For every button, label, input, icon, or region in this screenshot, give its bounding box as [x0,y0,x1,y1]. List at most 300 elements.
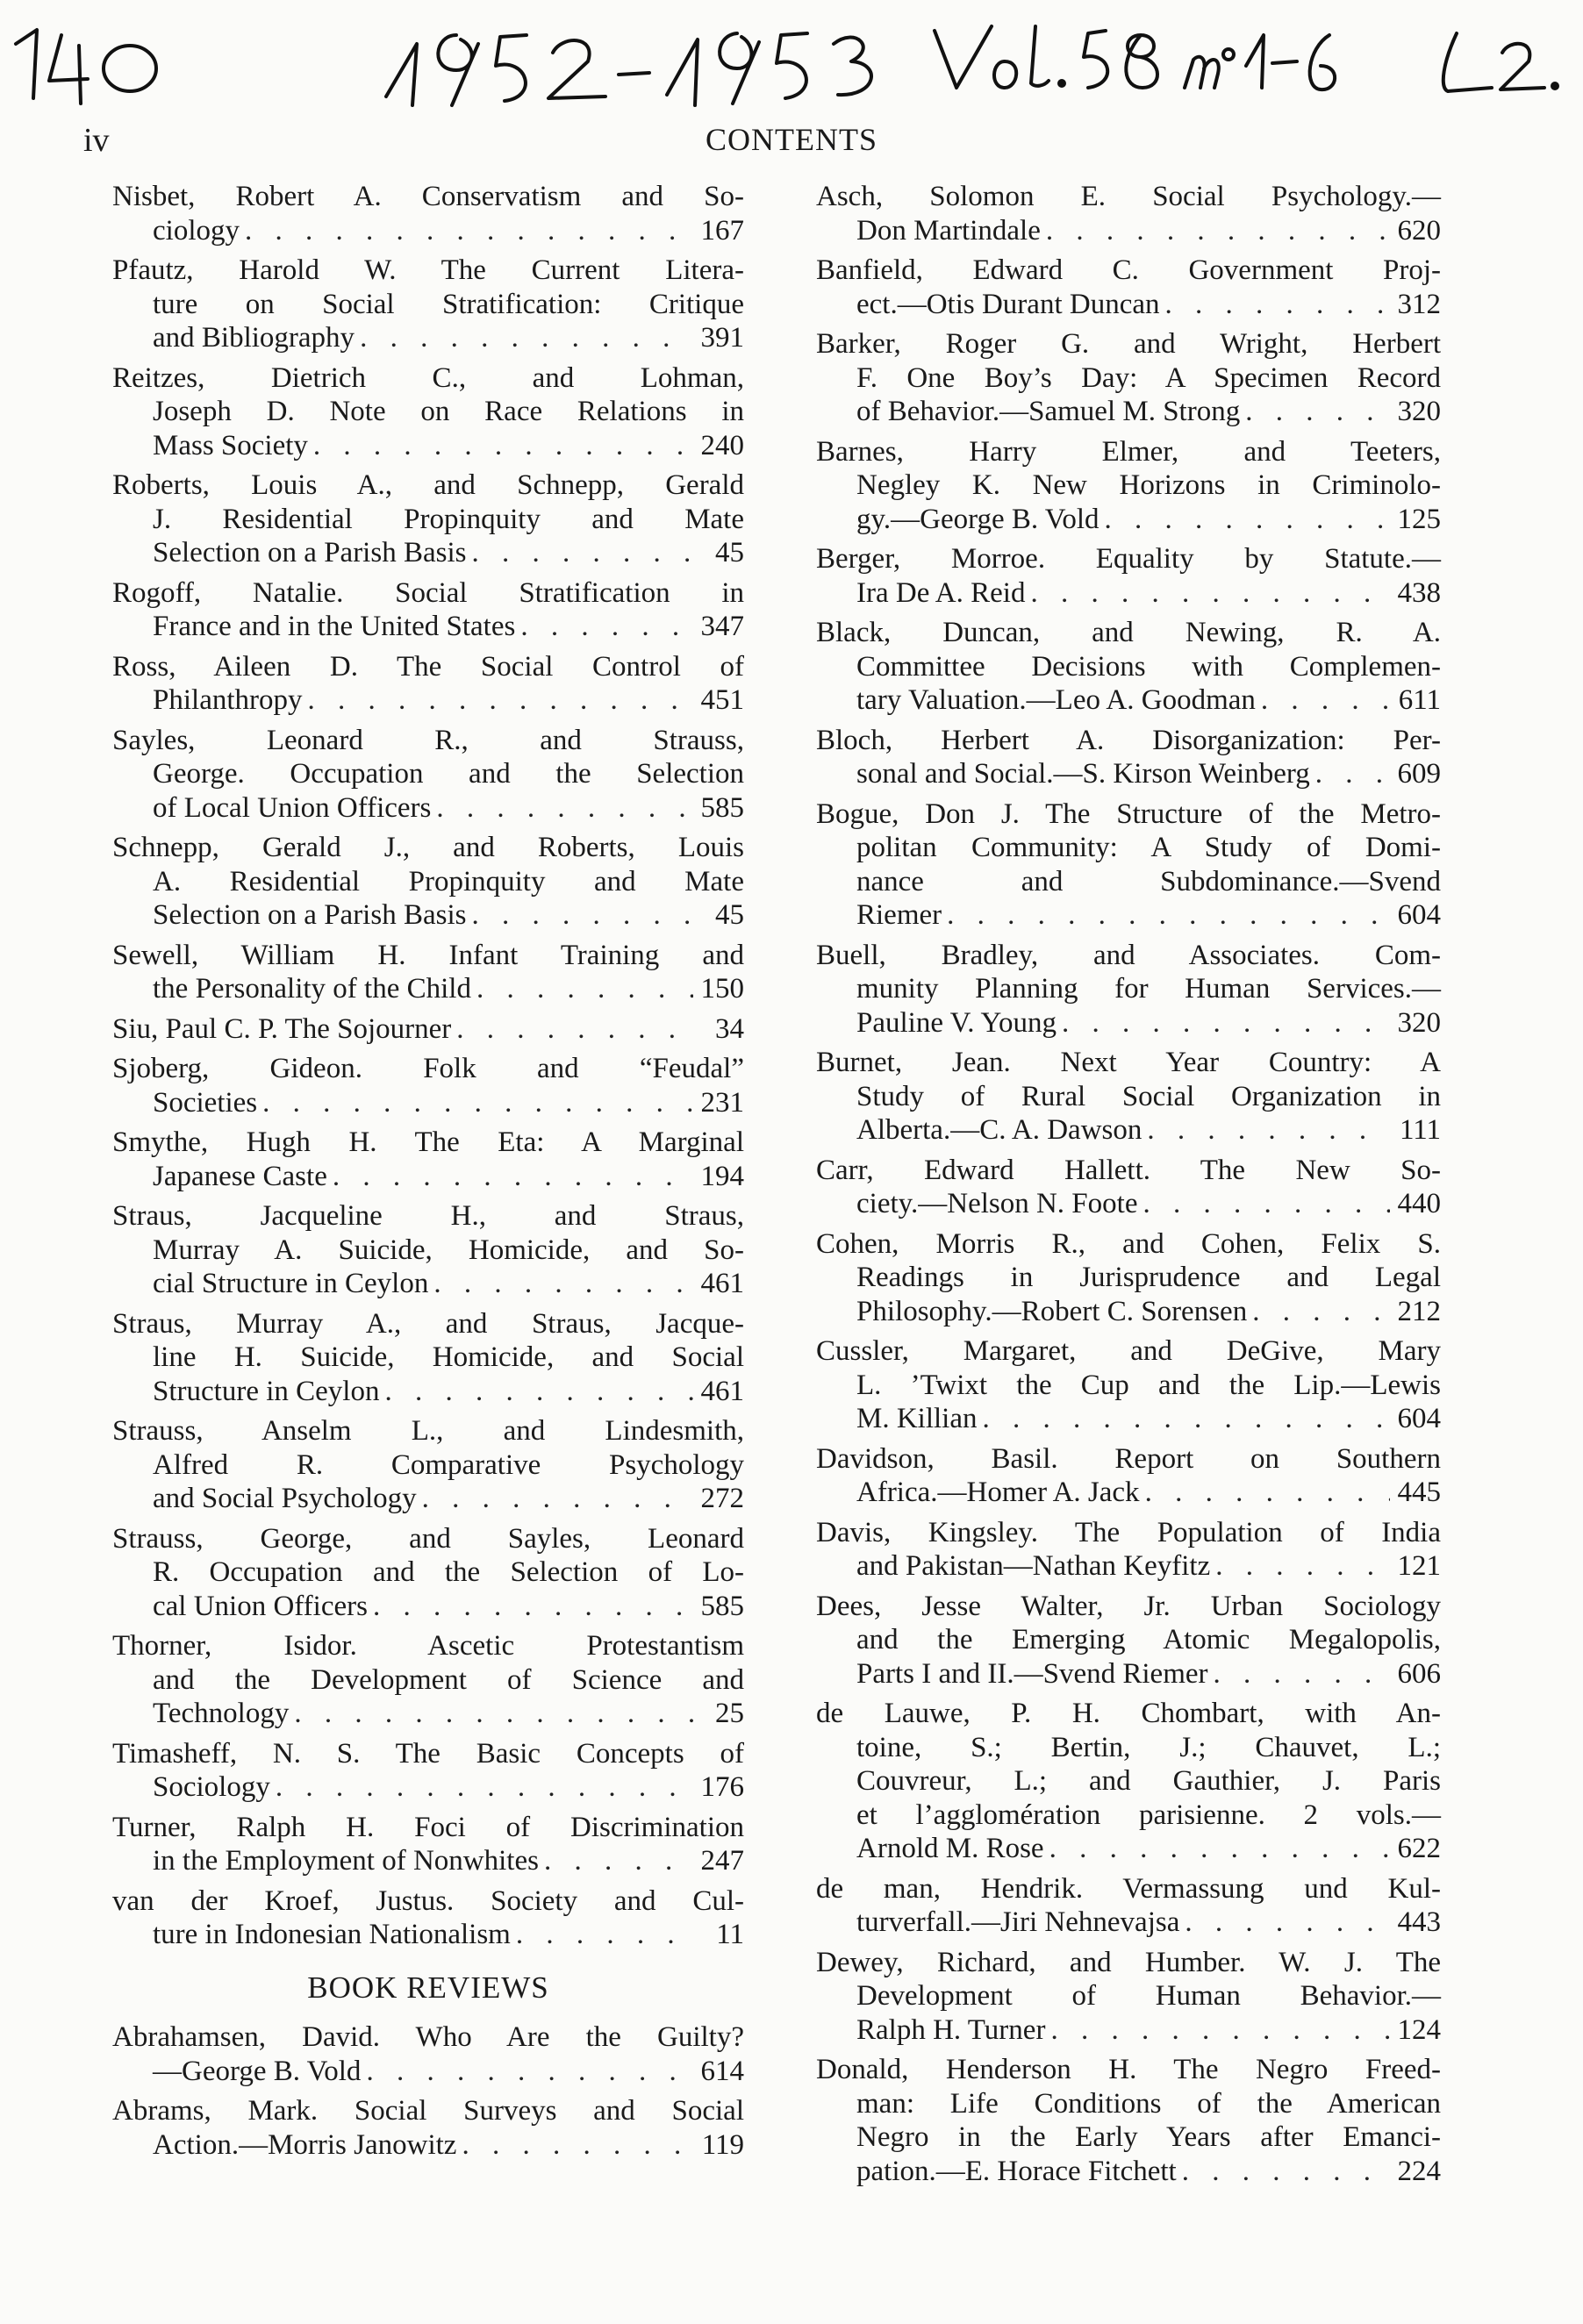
toc-entry-line [112,468,744,503]
toc-entry-text: Siu, Paul C. P. The Sojourner [112,1012,452,1045]
dot-leader [308,683,694,718]
toc-entry [816,616,1441,718]
toc-entry-line [112,1012,744,1047]
toc-entry-text: Murray A. Suicide, Homicide, and So- [153,1234,744,1266]
dot-leader [1046,214,1390,248]
toc-entry-text: Societies [153,1086,258,1119]
toc-entry-text: Japanese Caste [153,1160,327,1192]
toc-entry-text: and the Development of Science and [153,1663,744,1696]
dot-leader [1182,2155,1390,2189]
toc-entry-page: 167 [700,214,744,247]
dot-leader [462,2128,693,2163]
toc-entry-line [816,1006,1441,1040]
toc-entry-page: 34 [715,1012,744,1045]
toc-entry-text: Structure in Ceylon [153,1375,380,1407]
toc-entry-page: 224 [1397,2155,1441,2187]
toc-entry-line [112,1267,744,1301]
toc-entry [112,180,744,247]
toc-entry-text: Pauline V. Young [856,1006,1057,1039]
dot-leader [1049,1832,1390,1866]
toc-entry-text: Rogoff, Natalie. Social Stratification in [112,576,744,609]
toc-entry-text: Don Martindale [856,214,1041,247]
toc-entry-text: France and in the United States [153,611,516,642]
toc-entry-text: M. Killian [856,1403,978,1434]
toc-entry-text: politan Community: A Study of Domi- [856,832,1441,863]
toc-entry-page: 438 [1397,576,1441,609]
toc-entry-page: 11 [716,1919,744,1950]
toc-entry-line [112,1199,744,1234]
toc-entry-text: Alfred R. Comparative Psychology [153,1448,744,1481]
toc-entry [112,1414,744,1516]
toc-entry [112,468,744,570]
toc-entry-line [816,1334,1441,1369]
toc-entry-line [112,683,744,718]
toc-entry-text: —George B. Vold [153,2055,362,2087]
toc-entry-line [112,1375,744,1409]
toc-entry-line [816,214,1441,248]
toc-entry-line [816,1227,1441,1262]
toc-entry [112,1811,744,1878]
toc-entry-text: sonal and Social.—S. Kirson Weinberg [856,758,1310,790]
toc-entry-line [816,1046,1441,1080]
toc-entry-text: Couvreur, L.; and Gauthier, J. Paris [856,1765,1441,1797]
toc-entry-line [112,395,744,429]
toc-entry-line [112,2055,744,2089]
toc-entry-page: 443 [1397,1906,1441,1938]
toc-entry-text: de Lauwe, P. H. Chombart, with An- [816,1698,1441,1729]
toc-entry-line [112,2094,744,2128]
toc-entry-text: Abrams, Mark. Social Surveys and Social [112,2095,744,2127]
dot-leader [471,536,693,570]
toc-entry-line [816,1549,1441,1584]
toc-entry-line [112,650,744,684]
toc-entry-line [816,1516,1441,1550]
toc-entry-line [112,1629,744,1663]
toc-entry-line [112,2020,744,2055]
toc-entry-line [816,1590,1441,1624]
toc-entry-line [816,1476,1441,1510]
toc-entry-text: A. Residential Propinquity and Mate [153,865,744,897]
toc-entry [816,180,1441,247]
toc-entry-text: de man, Hendrik. Vermassung und Kul- [816,1872,1441,1905]
dot-leader [1030,576,1390,611]
toc-entry-line [816,616,1441,650]
dot-leader [1315,757,1390,791]
dot-leader [436,791,693,826]
dot-leader [366,2055,693,2089]
toc-entry-page: 240 [700,429,744,461]
toc-entry [816,724,1441,791]
toc-entry-text: the Personality of the Child [153,973,471,1005]
toc-entry-text: cal Union Officers [153,1590,368,1622]
toc-entry [112,1126,744,1193]
toc-entry-line [112,757,744,791]
toc-entry-text: Sociology [153,1771,270,1803]
toc-entry-text: Thorner, Isidor. Ascetic Protestantism [112,1630,744,1662]
dot-leader [1165,288,1391,322]
toc-entry-text: et l’agglomération parisienne. 2 vols.— [856,1798,1441,1831]
toc-entry-text: Cohen, Morris R., and Cohen, Felix S. [816,1227,1441,1260]
dot-leader [947,898,1390,933]
toc-entry [816,1046,1441,1148]
toc-entry-page: 320 [1397,1006,1441,1039]
toc-entry-line [816,288,1441,322]
toc-entry-text: Selection on a Parish Basis [153,899,467,931]
dot-leader [384,1375,693,1409]
toc-entry-text: Philosophy.—Robert C. Sorensen [856,1295,1248,1327]
toc-entry-line [112,361,744,396]
toc-entry [112,361,744,463]
toc-entry-page: 461 [700,1268,744,1299]
toc-entry-line [816,1764,1441,1798]
toc-entry-line [816,1946,1441,1980]
toc-entry [112,831,744,933]
toc-entry-text: L. ’Twixt the Cup and the Lip.—Lewis [856,1369,1441,1401]
toc-entry [816,435,1441,537]
toc-entry-text: Negro in the Early Years after Emanci- [856,2121,1441,2153]
toc-entry-text: Burnet, Jean. Next Year Country: A [816,1047,1441,1078]
toc-entry-line [816,180,1441,214]
dot-leader [276,1770,693,1805]
articles-list [112,180,744,1952]
dot-leader [1145,1476,1390,1510]
toc-entry-text: Technology [153,1698,290,1729]
toc-entry-line [112,1555,744,1590]
toc-entry-text: Ross, Aileen D. The Social Control of [112,650,744,683]
toc-entry-line [816,1442,1441,1477]
toc-entry-text: ture on Social Stratification: Critique [153,288,744,320]
dot-leader [373,1590,693,1624]
toc-entry-text: Straus, Jacqueline H., and Straus, [112,1200,744,1232]
toc-entry-text: Reitzes, Dietrich C., and Lohman, [112,361,744,394]
toc-entry-text: Abrahamsen, David. Who Are the Guilty? [112,2021,744,2053]
toc-entry-page: 25 [715,1698,744,1729]
toc-entry-text: Timasheff, N. S. The Basic Concepts of [112,1737,744,1770]
toc-entry-line [816,797,1441,832]
toc-entry-text: Donald, Henderson H. The Negro Freed- [816,2054,1441,2085]
toc-entry [112,2094,744,2162]
toc-entry [816,1872,1441,1940]
toc-entry-text: Development of Human Behavior.— [856,1980,1441,2012]
toc-entry-text: Joseph D. Note on Race Relations in [153,396,744,427]
toc-entry-text: line H. Suicide, Homicide, and Social [153,1341,744,1373]
left-column [112,180,744,2168]
toc-entry [816,1590,1441,1691]
toc-entry-page: 585 [700,1590,744,1622]
toc-entry [112,1199,744,1301]
toc-entry [816,1227,1441,1329]
toc-entry-text: Berger, Morroe. Equality by Statute.— [816,543,1441,575]
toc-entry-line [816,1261,1441,1295]
toc-entry-line [816,865,1441,899]
toc-entry-line [816,1798,1441,1833]
toc-entry-page: 461 [700,1375,744,1407]
toc-entry-line [112,288,744,322]
toc-entry-text: of Local Union Officers [153,791,432,824]
dot-leader [1261,683,1390,718]
toc-entry-text: nance and Subdominance.—Svend [856,865,1441,897]
toc-entry [816,1154,1441,1221]
dot-leader [476,972,693,1006]
toc-entry-text: Straus, Murray A., and Straus, Jacque- [112,1307,744,1340]
toc-entry-page: 391 [700,322,744,354]
toc-entry-text: Negley K. New Horizons in Criminolo- [856,469,1441,501]
toc-entry-line [112,1737,744,1771]
toc-entry-text: Dees, Jesse Walter, Jr. Urban Sociology [816,1590,1441,1622]
toc-entry-text: Mass Society [153,429,308,461]
toc-entry-line [112,536,744,570]
toc-entry [816,2053,1441,2188]
toc-entry [112,1052,744,1119]
toc-entry-page: 585 [700,791,744,824]
toc-entry-text: Alberta.—C. A. Dawson [856,1114,1142,1146]
toc-entry-line [112,1918,744,1952]
toc-entry-page: 119 [701,2128,744,2161]
dot-leader [313,429,693,463]
toc-entry-text: Carr, Edward Hallett. The New So- [816,1154,1441,1186]
toc-entry-line [816,2053,1441,2087]
toc-entry-page: 247 [700,1845,744,1877]
toc-entry-line [112,1160,744,1194]
toc-entry-text: ture in Indonesian Nationalism [153,1919,511,1950]
toc-entry-text: Sewell, William H. Infant Training and [112,939,744,971]
toc-entry-line [112,1052,744,1086]
toc-entry-line [816,650,1441,684]
toc-entry-line [112,1522,744,1556]
toc-entry-line [816,1113,1441,1148]
toc-entry-line [112,2128,744,2163]
toc-entry-text: ciety.—Nelson N. Foote [856,1188,1138,1219]
toc-entry-line [112,939,744,973]
toc-entry-text: Dewey, Richard, and Humber. W. J. The [816,1946,1441,1978]
toc-entry-line [816,1731,1441,1765]
toc-entry-line [112,1234,744,1268]
toc-entry [112,1307,744,1409]
toc-entry-text: Action.—Morris Janowitz [153,2128,457,2161]
toc-entry-line [112,1884,744,1919]
toc-entry-line [816,1623,1441,1657]
toc-entry-line [112,503,744,537]
toc-entry [816,1946,1441,2048]
toc-entry-line [816,1832,1441,1866]
toc-entry-line [112,214,744,248]
toc-entry-line [112,972,744,1006]
toc-entry-line [112,831,744,865]
toc-entry-page: 45 [715,899,744,931]
toc-entry-line [112,1590,744,1624]
toc-entry [816,1697,1441,1866]
right-column [816,180,1441,2194]
book-reviews-list-right [816,180,1441,2188]
toc-entry-text: F. One Boy’s Day: A Specimen Record [856,361,1441,394]
dot-leader [333,1160,693,1194]
toc-entry-line [816,576,1441,611]
toc-entry-text: Cussler, Margaret, and DeGive, Mary [816,1335,1441,1367]
toc-entry-line [112,1086,744,1120]
toc-entry-page: 440 [1397,1188,1441,1219]
toc-entry-line [112,429,744,463]
dot-leader [1105,503,1390,537]
toc-entry-text: van der Kroef, Justus. Society and Cul- [112,1884,744,1917]
dot-leader [422,1482,693,1516]
toc-entry-line [112,254,744,288]
toc-entry [816,254,1441,321]
toc-entry-line [112,1126,744,1160]
dot-leader [1142,1187,1390,1221]
toc-entry-text: and the Emerging Atomic Megalopolis, [856,1624,1441,1655]
toc-entry-text: Philanthropy [153,684,303,716]
toc-entry-line [112,724,744,758]
dot-leader [471,898,693,933]
dot-leader [1252,1295,1390,1329]
toc-entry-line [816,1369,1441,1403]
toc-entry-text: Roberts, Louis A., and Schnepp, Gerald [112,469,744,501]
dot-leader [360,321,693,355]
dot-leader [433,1267,693,1301]
toc-entry-page: 620 [1397,214,1441,247]
toc-entry-text: Ira De A. Reid [856,576,1026,609]
toc-entry-text: J. Residential Propinquity and Mate [153,503,744,535]
dot-leader [294,1697,693,1731]
dot-leader [1062,1006,1390,1040]
toc-entry-line [112,1811,744,1845]
toc-entry-text: Readings in Jurisprudence and Legal [856,1262,1441,1293]
toc-entry-page: 604 [1397,1403,1441,1434]
toc-entry-line [112,1697,744,1731]
toc-entry-line [816,1697,1441,1731]
toc-entry-line [816,1906,1441,1940]
toc-entry-line [816,939,1441,973]
toc-entry [112,254,744,355]
toc-entry [112,1884,744,1952]
page-title: CONTENTS [706,122,877,157]
toc-entry-line [816,757,1441,791]
toc-entry-page: 622 [1397,1833,1441,1864]
toc-entry-text: Study of Rural Social Organization in [856,1080,1441,1112]
toc-entry-text: Smythe, Hugh H. The Eta: A Marginal [112,1126,744,1158]
toc-entry-line [112,1770,744,1805]
toc-entry-line [112,1341,744,1375]
toc-entry-page: 606 [1397,1657,1441,1690]
toc-entry-page: 604 [1397,899,1441,931]
toc-entry-line [112,1844,744,1878]
toc-entry [112,939,744,1006]
toc-entry [816,542,1441,610]
toc-entry-text: Riemer [856,899,942,931]
toc-entry-line [816,435,1441,469]
toc-entry-line [112,865,744,899]
toc-entry-line [112,898,744,933]
toc-entry-line [816,361,1441,396]
toc-entry [816,797,1441,933]
toc-entry [816,1442,1441,1510]
toc-entry-text: Ralph H. Turner [856,2013,1046,2046]
toc-entry-line [816,1080,1441,1114]
toc-entry-line [816,1872,1441,1906]
toc-entry-line [816,1979,1441,2013]
toc-entry-text: Davidson, Basil. Report on Southern [816,1442,1441,1475]
dot-leader [1050,2013,1390,2048]
toc-entry-page: 614 [700,2055,744,2087]
toc-entry-page: 194 [700,1160,744,1192]
toc-entry-page: 231 [700,1086,744,1119]
toc-entry-line [816,1187,1441,1221]
toc-entry-text: Barnes, Harry Elmer, and Teeters, [816,435,1441,468]
toc-entry-line [112,180,744,214]
toc-entry-line [816,898,1441,933]
toc-entry-text: Strauss, Anselm L., and Lindesmith, [112,1415,744,1447]
dot-leader [245,214,693,248]
toc-entry-text: in the Employment of Nonwhites [153,1845,539,1877]
toc-entry-text: Parts I and II.—Svend Riemer [856,1657,1208,1690]
toc-entry [112,1522,744,1624]
toc-entry-line [816,1295,1441,1329]
dot-leader [1185,1906,1390,1940]
toc-entry-text: cial Structure in Ceylon [153,1268,429,1299]
toc-entry-text: gy.—George B. Vold [856,503,1100,535]
toc-entry-page: 125 [1397,503,1441,535]
toc-entry-text: and Social Psychology [153,1483,417,1514]
toc-entry-line [816,972,1441,1006]
toc-entry-text: Asch, Solomon E. Social Psychology.— [816,181,1441,212]
toc-entry-line [112,576,744,611]
toc-entry-line [112,1307,744,1341]
toc-entry-text: Pfautz, Harold W. The Current Litera- [112,254,744,286]
dot-leader [516,1918,693,1952]
handwritten-annotation [0,0,1583,132]
toc-entry-page: 611 [1398,684,1441,716]
toc-entry-page: 45 [715,537,744,568]
toc-entry-text: Strauss, George, and Sayles, Leonard [112,1522,744,1555]
toc-entry-text: Buell, Bradley, and Associates. Com- [816,939,1441,971]
dot-leader [1214,1657,1391,1691]
toc-entry-line [112,1663,744,1698]
toc-entry-page: 609 [1397,758,1441,790]
toc-entry-text: Davis, Kingsley. The Population of India [816,1516,1441,1548]
toc-entry-line [112,610,744,644]
toc-entry-line [816,2120,1441,2155]
toc-entry-text: Arnold M. Rose [856,1833,1044,1864]
toc-entry-text: Turner, Ralph H. Foci of Discrimination [112,1811,744,1843]
toc-entry-line [816,683,1441,718]
toc-entry-text: and Pakistan—Nathan Keyfitz [856,1550,1211,1582]
toc-entry-line [816,2013,1441,2048]
toc-entry [112,2020,744,2088]
toc-entry-text: Bogue, Don J. The Structure of the Metro- [816,797,1441,830]
toc-entry-text: Committee Decisions with Complemen- [856,650,1441,683]
toc-entry-page: 121 [1397,1550,1441,1582]
toc-entry-text: Selection on a Parish Basis [153,537,467,568]
toc-entry [816,939,1441,1040]
toc-entry-page: 111 [1399,1114,1441,1146]
dot-leader [262,1086,693,1120]
toc-entry-page: 150 [700,973,744,1005]
toc-entry [112,1629,744,1731]
toc-entry-page: 347 [700,611,744,642]
toc-entry-page: 176 [700,1771,744,1803]
toc-entry-text: turverfall.—Jiri Nehnevajsa [856,1906,1180,1938]
toc-entry-page: 312 [1397,288,1441,320]
toc-entry-line [816,1657,1441,1691]
toc-entry [112,1012,744,1047]
toc-entry-line [112,321,744,355]
toc-entry [816,1334,1441,1436]
toc-entry-text: ect.—Otis Durant Duncan [856,288,1160,320]
toc-entry [112,650,744,718]
toc-entry-text: Bloch, Herbert A. Disorganization: Per- [816,724,1441,756]
dot-leader [544,1844,693,1878]
toc-entry-line [816,2087,1441,2121]
